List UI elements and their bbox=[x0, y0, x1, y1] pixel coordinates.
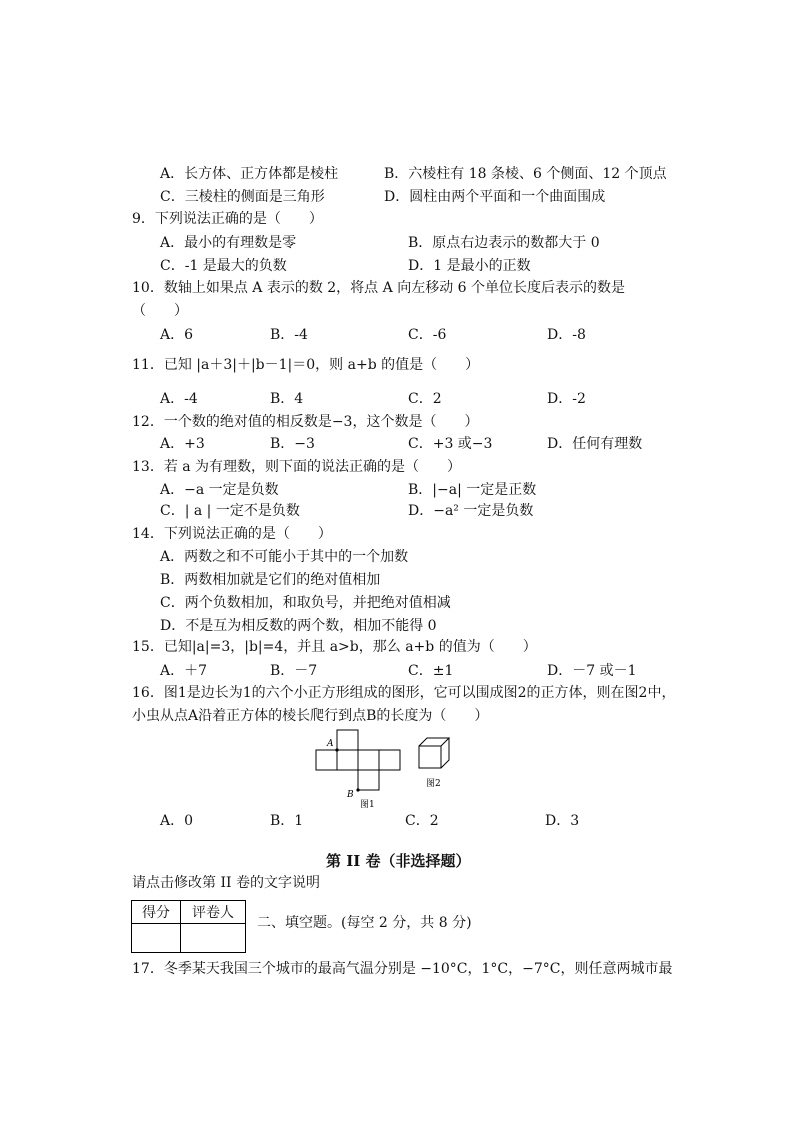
q12-option-d: D．任何有理数 bbox=[547, 436, 643, 452]
q14-option-c: C．两个负数相加，和取负号，并把绝对值相减 bbox=[160, 595, 451, 611]
q14-option-b: B．两数相加就是它们的绝对值相加 bbox=[160, 572, 381, 588]
net-square-4 bbox=[379, 750, 400, 770]
q10-option-d: D．-8 bbox=[547, 327, 586, 343]
q13-option-c: C．| a | 一定不是负数 bbox=[160, 503, 300, 519]
cube-figure bbox=[416, 736, 456, 792]
cube-top-face bbox=[419, 738, 449, 746]
cube-net-figure bbox=[312, 726, 412, 810]
net-square-2 bbox=[337, 750, 358, 770]
point-b-label: B bbox=[347, 790, 354, 800]
fig1-caption: 图1 bbox=[360, 800, 375, 810]
score-table bbox=[131, 900, 246, 953]
q13-option-d: D．−a² 一定是负数 bbox=[408, 503, 534, 519]
score-header: 得分 bbox=[132, 901, 181, 924]
q11-option-c: C．2 bbox=[408, 391, 442, 407]
q16-option-c: C．2 bbox=[405, 813, 439, 829]
q10-stem-bracket: （ ） bbox=[132, 303, 188, 319]
q12-option-c: C．+3 或−3 bbox=[408, 436, 493, 452]
q16-option-b: B．1 bbox=[270, 813, 304, 829]
q10-option-a: A．6 bbox=[160, 327, 194, 343]
q13-option-b: B．|−a| 一定是正数 bbox=[408, 482, 537, 498]
net-square-3 bbox=[358, 750, 379, 770]
q12-option-b: B．−3 bbox=[270, 436, 315, 452]
q13-option-a: A．−a 一定是负数 bbox=[160, 482, 279, 498]
q16-stem: 16．图1是边长为1的六个小正方形组成的图形，它可以围成图2的正方体，则在图2中， bbox=[132, 685, 676, 701]
q16-option-a: A．0 bbox=[160, 813, 194, 829]
q15-option-b: B．－7 bbox=[270, 663, 318, 679]
q8-option-b: B．六棱柱有 18 条棱、6 个侧面、12 个顶点 bbox=[384, 166, 667, 182]
q16-option-d: D．3 bbox=[545, 813, 580, 829]
q11-option-a: A．-4 bbox=[160, 391, 198, 407]
cube-front-face bbox=[419, 746, 441, 768]
part2-title: 第 II 卷（非选择题） bbox=[326, 852, 471, 870]
q11-stem: 11．已知 |a＋3|＋|b－1|＝0，则 a+b 的值是（ ） bbox=[132, 357, 480, 373]
q16-stem-2: 小虫从点A沿着正方体的棱长爬行到点B的长度为（ ） bbox=[132, 708, 489, 724]
point-a-label: A bbox=[327, 739, 334, 749]
q14-option-d: D．不是互为相反数的两个数，相加不能得 0 bbox=[160, 618, 437, 634]
q9-option-d: D．1 是最小的正数 bbox=[408, 258, 531, 274]
q9-option-b: B．原点右边表示的数都大于 0 bbox=[408, 235, 600, 251]
section2-title: 二、填空题。(每空 2 分，共 8 分) bbox=[257, 915, 472, 931]
part2-note: 请点击修改第 II 卷的文字说明 bbox=[132, 875, 320, 891]
q15-option-c: C．±1 bbox=[408, 663, 454, 679]
q9-option-a: A．最小的有理数是零 bbox=[160, 235, 297, 251]
q15-option-a: A．＋7 bbox=[160, 663, 208, 679]
q12-stem: 12．一个数的绝对值的相反数是−3，这个数是（ ） bbox=[132, 414, 479, 430]
score-cell bbox=[132, 924, 181, 953]
q15-stem: 15．已知|a|=3，|b|=4，并且 a>b，那么 a+b 的值为（ ） bbox=[132, 639, 537, 655]
q9-option-c: C．-1 是最大的负数 bbox=[160, 258, 287, 274]
q14-stem: 14．下列说法正确的是（ ） bbox=[132, 526, 332, 542]
q8-option-a: A．长方体、正方体都是棱柱 bbox=[160, 166, 339, 182]
net-square-bottom bbox=[358, 770, 379, 790]
q8-option-c: C．三棱柱的侧面是三角形 bbox=[160, 189, 325, 205]
grader-cell bbox=[181, 924, 246, 953]
q11-option-d: D．-2 bbox=[547, 391, 586, 407]
point-b-dot bbox=[356, 788, 359, 791]
net-square-1 bbox=[316, 750, 337, 770]
q10-option-c: C．-6 bbox=[408, 327, 447, 343]
point-a-dot bbox=[335, 748, 338, 751]
q9-stem: 9．下列说法正确的是（ ） bbox=[132, 211, 323, 227]
q8-option-d: D．圆柱由两个平面和一个曲面围成 bbox=[384, 189, 606, 205]
q17-stem: 17．冬季某天我国三个城市的最高气温分别是 −10°C，1°C，−7°C，则任意两城市最 bbox=[132, 961, 673, 977]
q12-option-a: A．+3 bbox=[160, 436, 205, 452]
grader-header: 评卷人 bbox=[181, 901, 246, 924]
fig2-caption: 图2 bbox=[426, 779, 441, 789]
q10-option-b: B．-4 bbox=[270, 327, 308, 343]
q13-stem: 13．若 a 为有理数，则下面的说法正确的是（ ） bbox=[132, 459, 462, 475]
q15-option-d: D．－7 或－1 bbox=[547, 663, 637, 679]
q10-stem: 10．数轴上如果点 A 表示的数 2，将点 A 向左移动 6 个单位长度后表示的数是 bbox=[132, 280, 625, 296]
q11-option-b: B．4 bbox=[270, 391, 304, 407]
q14-option-a: A．两数之和不可能小于其中的一个加数 bbox=[160, 549, 409, 565]
net-square-top bbox=[337, 730, 358, 750]
